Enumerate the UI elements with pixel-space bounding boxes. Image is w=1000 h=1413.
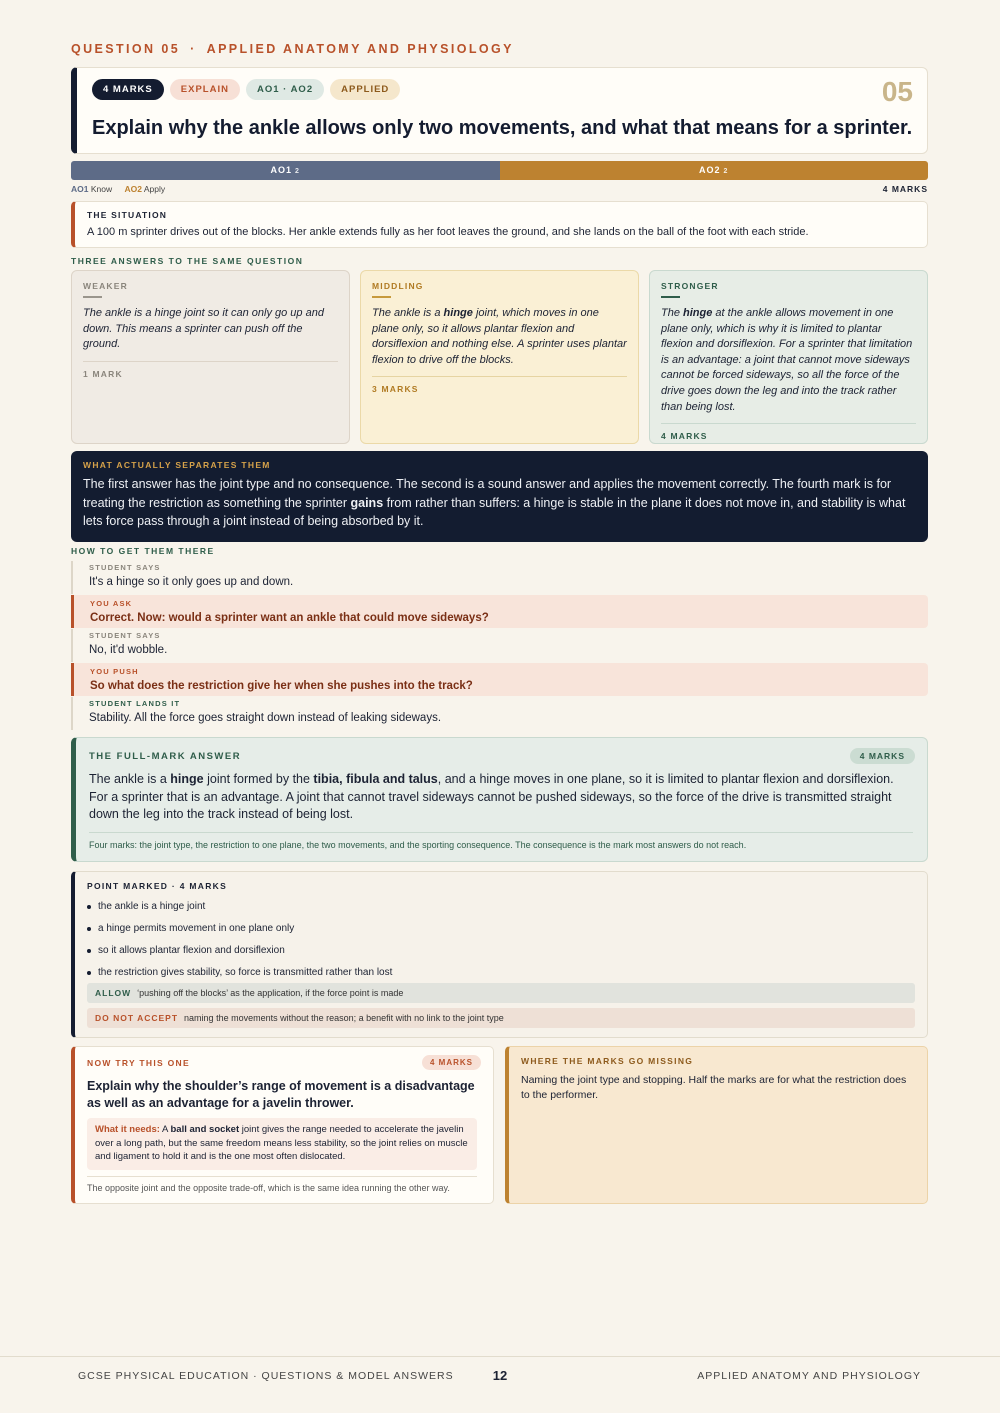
full-mark-text-bold: tibia, fibula and talus: [313, 772, 438, 786]
middling-answer-card: [360, 270, 639, 444]
full-mark-text-part: The ankle is a: [89, 772, 171, 786]
ao-legend: [71, 184, 165, 194]
list-item: [87, 918, 392, 940]
do-not-accept-text: naming the movements without the reason; a benefit with no link to the joint type: [184, 1013, 504, 1023]
dialogue-section-label: HOW TO GET THEM THERE: [71, 546, 215, 556]
bullet-icon: [87, 927, 91, 931]
ao1-segment-value: 2: [295, 168, 300, 175]
stronger-text-pre: The: [661, 307, 684, 319]
weaker-text: The ankle is a hinge joint so it can only go up and down. This means a sprinter can push off the ground.: [83, 307, 324, 351]
turn-speech: No, it'd wobble.: [89, 644, 168, 656]
point-marked-box: [71, 871, 928, 1038]
command-word-chip: EXPLAIN: [170, 79, 240, 100]
stronger-marks: 4 MARKS: [661, 423, 916, 441]
turn-speech: It's a hinge so it only goes up and down.: [89, 576, 294, 588]
ao2-segment-value: 2: [723, 168, 729, 175]
bullet-icon: [87, 971, 91, 975]
middling-rule: [372, 296, 391, 298]
turn-speaker: STUDENT SAYS: [89, 631, 161, 640]
full-mark-note: Four marks: the joint type, the restriction to one plane, the two movements, and the sporting consequence. The consequence is the mark most answers do not reach.: [89, 832, 913, 850]
turn-speaker: STUDENT LANDS IT: [89, 699, 181, 708]
point-marked-list: [87, 896, 392, 984]
turn-speech: Correct. Now: would a sprinter want an ankle that could move sideways?: [90, 612, 489, 624]
point-text: the ankle is a hinge joint: [98, 901, 206, 912]
footer-section-title: APPLIED ANATOMY AND PHYSIOLOGY: [697, 1370, 921, 1382]
question-number: 05: [881, 76, 913, 107]
weaker-rule: [83, 296, 102, 298]
point-text: so it allows plantar flexion and dorsiflexion: [98, 945, 285, 956]
marks-chip: 4 MARKS: [92, 79, 164, 100]
what-it-needs-label: What it needs:: [95, 1124, 160, 1135]
dialogue-turn-you-ask: [71, 595, 928, 628]
turn-speaker: STUDENT SAYS: [89, 563, 161, 572]
ao1-segment-label: AO1: [270, 165, 293, 175]
what-it-needs-box: [87, 1118, 477, 1170]
stronger-answer-card: [649, 270, 928, 444]
middling-marks: 3 MARKS: [372, 376, 627, 394]
middling-text-bold: hinge: [443, 307, 473, 319]
weaker-answer-card: [71, 270, 350, 444]
bullet-icon: [87, 949, 91, 953]
middling-text-pre: The ankle is a: [372, 307, 444, 319]
what-it-needs-text: A: [159, 1124, 171, 1135]
middling-text: [372, 306, 627, 368]
ao2-segment: [500, 161, 929, 180]
try-this-one-card: [71, 1046, 494, 1204]
list-item: [87, 962, 392, 984]
full-mark-text: [89, 771, 913, 824]
dialogue-turn-student-2: [71, 629, 928, 662]
try-this-one-question: Explain why the shoulder’s range of movement is a disadvantage as well as an advantage for a javelin thrower.: [87, 1079, 475, 1110]
kicker-separator: ·: [190, 42, 197, 56]
weaker-marks: 1 MARK: [83, 361, 338, 379]
situation-text: A 100 m sprinter drives out of the blocks. Her ankle extends fully as her foot leaves the ground, and she lands on the ball of the foot with each stride.: [87, 226, 809, 238]
legend-ao1-code: AO1: [71, 184, 89, 194]
kicker-topic: APPLIED ANATOMY AND PHYSIOLOGY: [206, 42, 514, 56]
stronger-label: STRONGER: [661, 281, 719, 291]
question-card: [71, 67, 928, 154]
bullet-icon: [87, 905, 91, 909]
separates-text-post: from rather than suffers: a hinge is stable in the plane it does not move in, and stability is what lets force pass through a joint instead of being absorbed by it.: [83, 495, 906, 528]
stronger-text-post: at the ankle allows movement in one plane only, which is why it is limited to plantar flexion and dorsiflexion. For a sprinter that limitation is an advantage: a joint that cannot move sideways cannot be forced sideways, so all the force of the drive goes down the leg and into the track rather than being lost.: [661, 307, 913, 413]
page-footer: [0, 1356, 1000, 1413]
answers-section-label: THREE ANSWERS TO THE SAME QUESTION: [71, 256, 304, 266]
legend-ao2-code: AO2: [124, 184, 142, 194]
question-kicker: [71, 42, 514, 56]
middling-label: MIDDLING: [372, 281, 424, 291]
try-this-one-heading: NOW TRY THIS ONE: [87, 1058, 190, 1068]
allow-row: [87, 983, 915, 1003]
turn-speech: Stability. All the force goes straight down instead of leaking sideways.: [89, 712, 442, 724]
full-mark-answer-card: [71, 737, 928, 862]
point-marked-heading: POINT MARKED · 4 MARKS: [87, 881, 228, 891]
what-it-needs-text: joint gives the range needed to accelerate the javelin over a long path, but the same freedom means less stability, so the joint relies on muscle and ligament to hold it and is the one most often dislocated.: [95, 1124, 468, 1163]
allow-label: ALLOW: [95, 988, 132, 998]
ao-split-bar: [71, 161, 928, 180]
stronger-text: [661, 306, 916, 415]
allow-text: ‘pushing off the blocks’ as the application, if the force point is made: [137, 988, 404, 998]
point-text: the restriction gives stability, so force is transmitted rather than lost: [98, 967, 393, 978]
dialogue-turn-you-push: [71, 663, 928, 696]
what-it-needs-bold: ball and socket: [170, 1124, 240, 1135]
middling-text-post: joint, which moves in one plane only, so it allows plantar flexion and dorsiflexion and nothing else. A sprinter uses plantar flexion to drive off the blocks.: [372, 307, 627, 366]
ao2-segment-label: AO2: [699, 165, 721, 175]
full-mark-text-part: joint formed by the: [203, 772, 314, 786]
legend-ao1-text: Know: [90, 184, 113, 194]
point-text: a hinge permits movement in one plane only: [98, 923, 295, 934]
do-not-accept-label: DO NOT ACCEPT: [95, 1013, 179, 1023]
marks-missing-text: Naming the joint type and stopping. Half the marks are for what the restriction does to the performer.: [521, 1074, 907, 1101]
full-mark-text-part: , and a hinge moves in one plane, so it is limited to plantar flexion and dorsiflexion. For a sprinter that is an advantage. A joint that cannot travel sideways cannot be pushed sideways, so the force of the drive is transmitted straight down the leg into the track instead of being lost.: [89, 772, 894, 821]
stronger-rule: [661, 296, 680, 298]
weaker-label: WEAKER: [83, 281, 128, 291]
ao1-segment: [71, 161, 500, 180]
full-mark-text-bold: hinge: [170, 772, 204, 786]
try-this-one-badge: 4 MARKS: [422, 1055, 481, 1070]
try-this-one-footnote: The opposite joint and the opposite trade-off, which is the same idea running the other way.: [87, 1176, 477, 1193]
page-number: 12: [492, 1368, 508, 1383]
question-text: Explain why the ankle allows only two movements, and what that means for a sprinter.: [92, 117, 913, 139]
list-item: [87, 896, 392, 918]
do-not-accept-row: [87, 1008, 915, 1028]
turn-speech: So what does the restriction give her when she pushes into the track?: [90, 680, 473, 692]
question-chips: [92, 79, 400, 100]
full-mark-heading: THE FULL-MARK ANSWER: [89, 751, 242, 762]
stronger-text-bold: hinge: [683, 307, 713, 319]
separates-heading: WHAT ACTUALLY SEPARATES THEM: [83, 460, 271, 470]
dialogue-turn-student-1: [71, 561, 928, 594]
legend-ao2-text: Apply: [143, 184, 166, 194]
turn-speaker: YOU PUSH: [90, 667, 139, 676]
turn-speaker: YOU ASK: [90, 599, 133, 608]
ao-total-marks: 4 MARKS: [882, 184, 928, 194]
full-mark-badge: 4 MARKS: [850, 748, 915, 764]
situation-heading: THE SITUATION: [87, 210, 168, 220]
marks-missing-card: [505, 1046, 928, 1204]
dialogue-turn-student-lands: [71, 697, 928, 730]
separates-text-pre: The first answer has the joint type and no consequence. The second is a sound answer and applies the movement correctly. The fourth mark is for treating the restriction as something the sprinter: [83, 477, 892, 510]
question-type-chip: APPLIED: [330, 79, 400, 100]
separates-panel: [71, 451, 928, 542]
separates-text: [83, 475, 916, 531]
marks-missing-heading: WHERE THE MARKS GO MISSING: [521, 1056, 694, 1066]
list-item: [87, 940, 392, 962]
separates-text-bold: gains: [350, 495, 384, 510]
kicker-question-number: QUESTION 05: [71, 42, 181, 56]
assessment-objective-chip: AO1 · AO2: [246, 79, 324, 100]
situation-box: [71, 201, 928, 248]
footer-book-title: GCSE PHYSICAL EDUCATION · QUESTIONS & MODEL ANSWERS: [78, 1370, 454, 1382]
